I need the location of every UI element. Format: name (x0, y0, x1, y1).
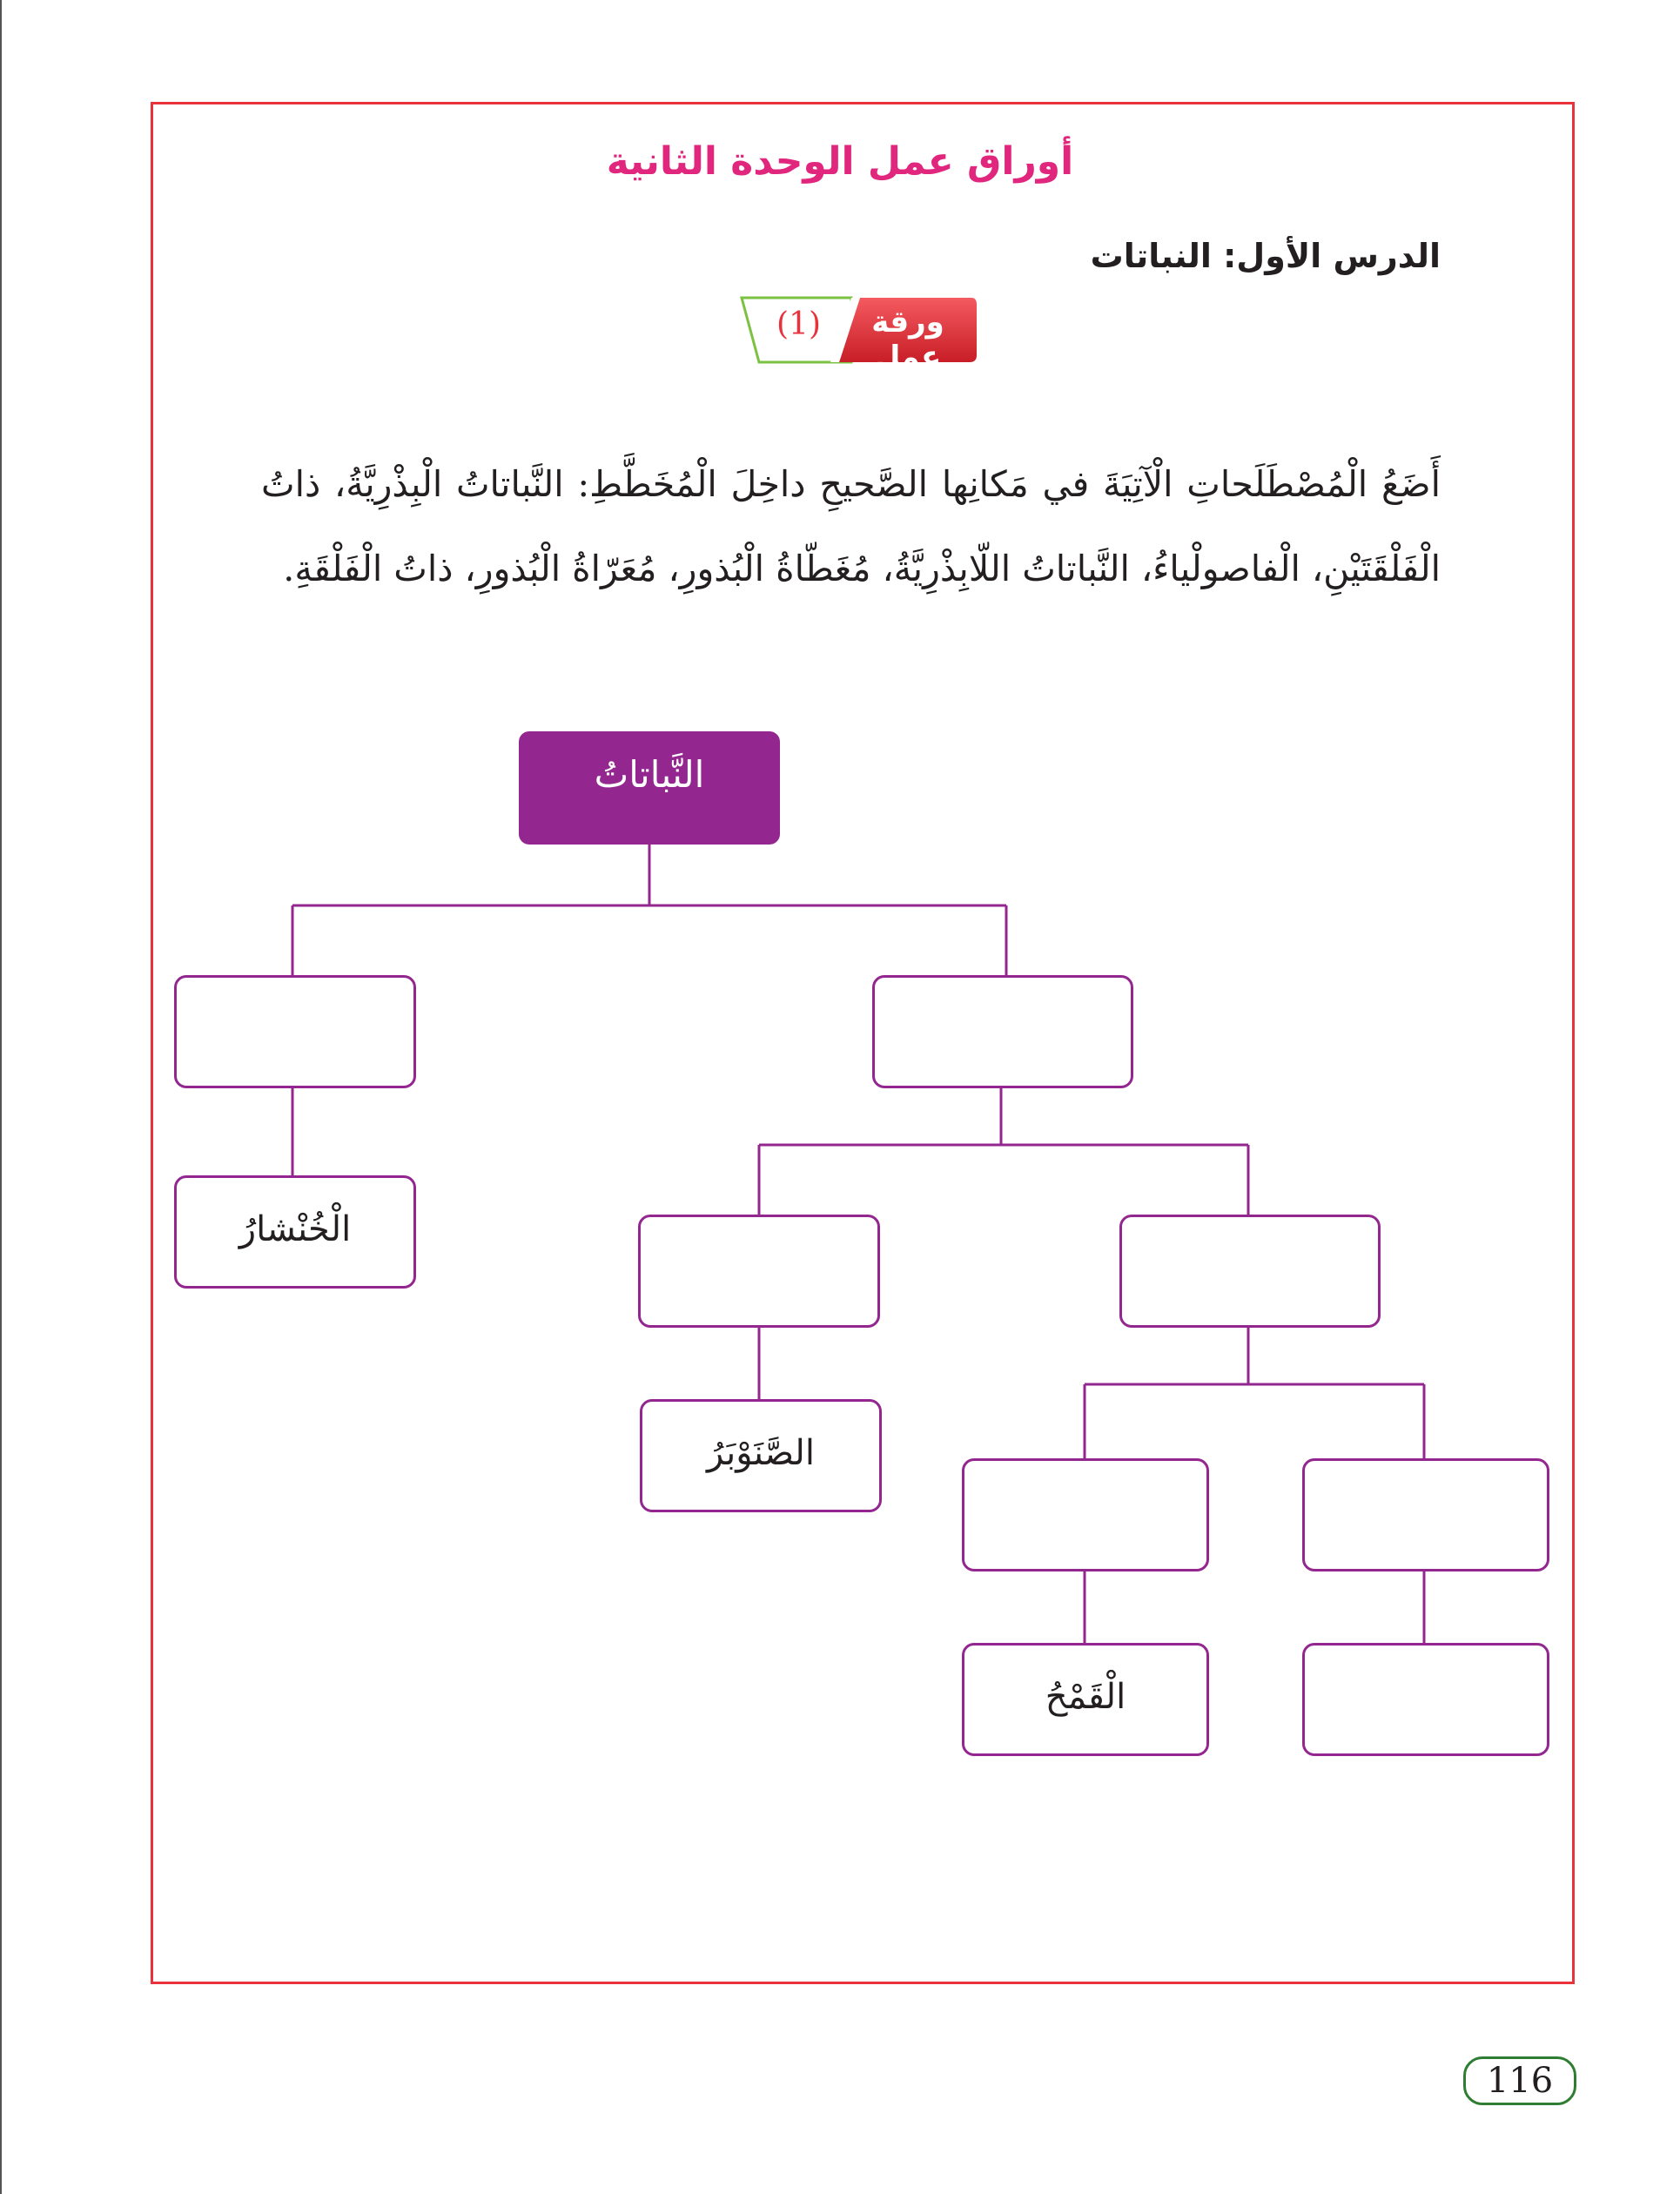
lesson-title: الدرس الأول: النباتات (1090, 237, 1441, 275)
diagram-root-plants: النَّباتاتُ (519, 731, 780, 845)
diagram-box-blank-mid-left[interactable] (638, 1215, 880, 1328)
unit-title: أوراق عمل الوحدة الثانية (606, 139, 1074, 184)
worksheet-number: (1) (776, 306, 821, 342)
diagram-box-blank-low-right[interactable] (1302, 1458, 1549, 1571)
diagram-box-blank-mid-right[interactable] (1119, 1215, 1381, 1328)
diagram-box-blank-right[interactable] (872, 975, 1133, 1088)
diagram-box-blank-low-left[interactable] (962, 1458, 1209, 1571)
instructions-text: أَضَعُ الْمُصْطَلَحاتِ الْآتِيَةَ في مَكانِها الصَّحيحِ داخِلَ الْمُخَطَّطِ: النَّباتاتُ الْبِذْرِيَّةُ، ذاتُ الْفَلْقَتَيْنِ، الْفاصولْياءُ، النَّباتاتُ اللّابِذْرِيَّةُ، مُغَطّاةُ الْبُذورِ، مُعَرّاةُ الْبُذورِ، ذاتُ الْفَلْقَةِ. (261, 463, 1441, 589)
page-number: 116 (1463, 2056, 1576, 2105)
diagram-box-fern: الْخُنْشارُ (174, 1175, 416, 1289)
diagram-box-blank-bottom-right[interactable] (1302, 1643, 1549, 1756)
diagram-box-pine: الصَّنَوْبَرُ (640, 1399, 882, 1512)
diagram-box-wheat: الْقَمْحُ (962, 1643, 1209, 1756)
diagram-box-blank-left[interactable] (174, 975, 416, 1088)
worksheet-label: ورقة عمل (871, 305, 944, 374)
